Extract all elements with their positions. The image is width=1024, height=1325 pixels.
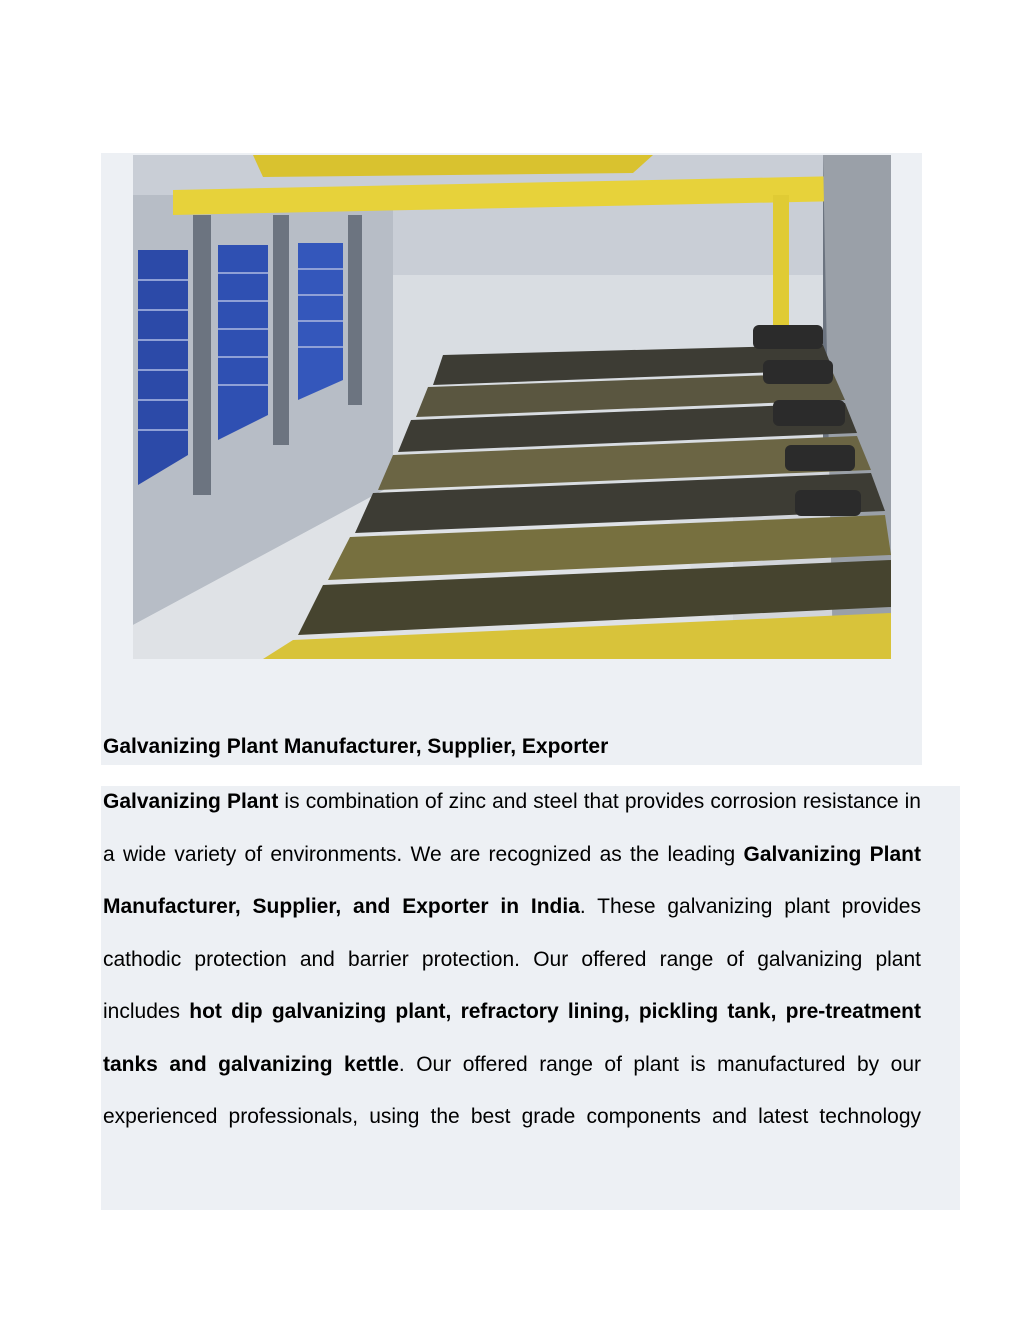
shutter xyxy=(218,245,268,440)
text-run: . Our offered range of plant is manufactured by our experienced professionals, using the best grade components and latest technology xyxy=(103,1052,921,1128)
galvanizing-plant-photo xyxy=(133,155,891,659)
bold-phrase: Galvanizing Plant xyxy=(103,790,279,813)
plant-photo-illustration xyxy=(133,155,891,659)
bold-phrase: hot dip galvanizing plant, refractory lining, pickling tank, pre-treatment tanks and galvanizing kettle xyxy=(103,1000,921,1076)
bold-phrase: Galvanizing Plant Manufacturer, Supplier, and Exporter in India xyxy=(103,842,921,918)
crane-leg xyxy=(773,195,789,345)
shutter xyxy=(138,250,188,485)
body-paragraph xyxy=(103,776,921,1144)
page-title: Galvanizing Plant Manufacturer, Supplier, Exporter xyxy=(103,735,609,758)
text-run: is combination of zinc and steel that provides corrosion resistance in a wide variety of environments. We are recognized as the leading xyxy=(103,790,921,866)
text-run: . These galvanizing plant provides cathodic protection and barrier protection. Our offered range of galvanizing plant includes xyxy=(103,895,921,1023)
